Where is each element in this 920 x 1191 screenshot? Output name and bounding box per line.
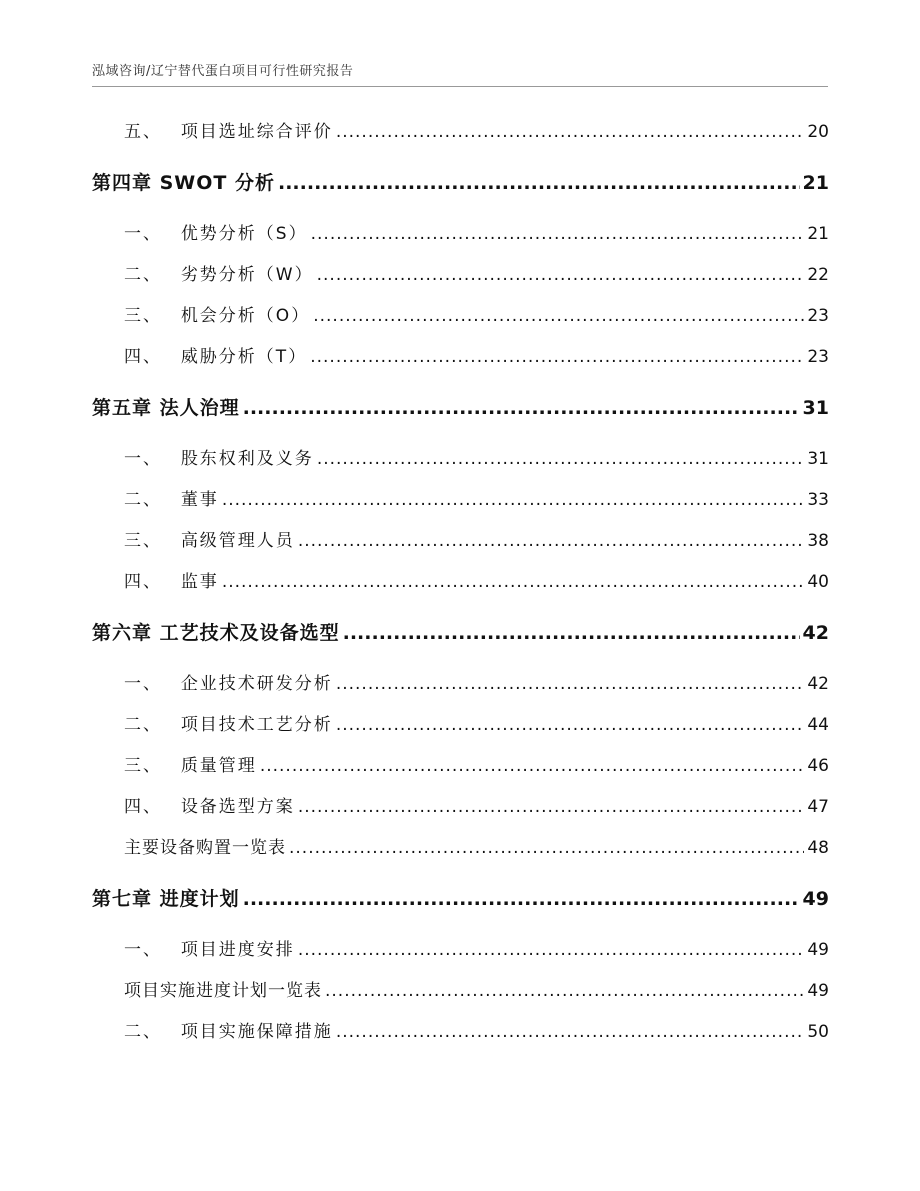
dot-leader — [298, 521, 805, 562]
dot-leader — [260, 746, 805, 787]
toc-entry-page-number: 42 — [807, 674, 829, 694]
toc-entry-number: 五、 — [124, 122, 162, 142]
toc-entry-title: 第四章 SWOT 分析 — [92, 172, 275, 194]
toc-chapter-entry[interactable] — [92, 378, 829, 439]
toc-entry-title: 项目选址综合评价 — [180, 122, 333, 142]
dot-leader — [298, 930, 805, 971]
toc-section-entry[interactable] — [92, 214, 829, 255]
toc-entry-title: 设备选型方案 — [180, 797, 295, 817]
toc-entry-title: 项目进度安排 — [180, 940, 295, 960]
toc-entry-page-number: 44 — [807, 715, 829, 735]
toc-section-entry[interactable] — [92, 746, 829, 787]
toc-section-entry[interactable] — [92, 705, 829, 746]
toc-chapter-entry[interactable] — [92, 153, 829, 214]
toc-section-entry[interactable] — [92, 521, 829, 562]
toc-entry-page-number: 33 — [807, 490, 829, 510]
toc-entry-page-number: 40 — [807, 572, 829, 592]
toc-entry-page-number: 49 — [807, 940, 829, 960]
toc-entry-number: 二、 — [124, 490, 162, 510]
toc-entry-page-number: 49 — [807, 981, 829, 1001]
toc-entry-page-number: 42 — [802, 622, 829, 644]
toc-entry-number: 一、 — [124, 449, 162, 469]
toc-entry-number: 二、 — [124, 265, 162, 285]
toc-entry-page-number: 49 — [802, 888, 829, 910]
toc-section-entry[interactable] — [92, 296, 829, 337]
toc-entry-number: 一、 — [124, 674, 162, 694]
toc-entry-page-number: 38 — [807, 531, 829, 551]
dot-leader — [336, 112, 805, 153]
toc-entry-title: 高级管理人员 — [180, 531, 295, 551]
dot-leader — [336, 705, 805, 746]
toc-entry-number: 三、 — [124, 756, 162, 776]
toc-entry-title: 第七章 进度计划 — [92, 888, 240, 910]
toc-entry-page-number: 21 — [807, 224, 829, 244]
toc-entry-number: 三、 — [124, 531, 162, 551]
dot-leader — [243, 378, 800, 439]
toc-entry-number: 二、 — [124, 1022, 162, 1042]
toc-entry-page-number: 31 — [807, 449, 829, 469]
toc-section-entry[interactable] — [92, 439, 829, 480]
toc-entry-title: 董事 — [180, 490, 219, 510]
dot-leader — [298, 787, 805, 828]
dot-leader — [325, 971, 804, 1012]
toc-entry-page-number: 48 — [807, 838, 829, 858]
toc-entry-number: 三、 — [124, 306, 162, 326]
toc-chapter-entry[interactable] — [92, 603, 829, 664]
toc-section-entry[interactable] — [92, 930, 829, 971]
toc-entry-title: 项目实施进度计划一览表 — [124, 981, 322, 1001]
toc-entry-page-number: 23 — [807, 347, 829, 367]
dot-leader — [222, 480, 805, 521]
toc-entry-number: 二、 — [124, 715, 162, 735]
toc-entry-title: 威胁分析（T） — [180, 347, 308, 367]
dot-leader — [310, 337, 804, 378]
toc-entry-page-number: 46 — [807, 756, 829, 776]
toc-entry-page-number: 21 — [802, 172, 829, 194]
toc-section-entry[interactable] — [92, 562, 829, 603]
toc-entry-title: 企业技术研发分析 — [180, 674, 333, 694]
toc-section-entry[interactable] — [92, 787, 829, 828]
running-header: 泓域咨询/辽宁替代蛋白项目可行性研究报告 — [92, 64, 354, 79]
toc-entry-title: 项目实施保障措施 — [180, 1022, 333, 1042]
toc-entry-title: 项目技术工艺分析 — [180, 715, 333, 735]
toc-entry-page-number: 23 — [807, 306, 829, 326]
dot-leader — [222, 562, 805, 603]
toc-entry-title: 质量管理 — [180, 756, 257, 776]
toc-section-entry[interactable] — [92, 255, 829, 296]
toc-entry-page-number: 31 — [802, 397, 829, 419]
toc-entry-title: 第六章 工艺技术及设备选型 — [92, 622, 340, 644]
toc-entry-page-number: 50 — [807, 1022, 829, 1042]
toc-entry-page-number: 20 — [807, 122, 829, 142]
dot-leader — [278, 153, 800, 214]
dot-leader — [243, 869, 800, 930]
toc-section-entry[interactable] — [92, 828, 829, 869]
dot-leader — [317, 439, 805, 480]
toc-entry-title: 机会分析（O） — [180, 306, 311, 326]
toc-chapter-entry[interactable] — [92, 869, 829, 930]
toc-section-entry[interactable] — [92, 1012, 829, 1053]
toc-entry-number: 四、 — [124, 347, 162, 367]
dot-leader — [336, 664, 805, 705]
table-of-contents — [92, 112, 829, 1053]
toc-entry-page-number: 47 — [807, 797, 829, 817]
dot-leader — [317, 255, 805, 296]
toc-entry-title: 劣势分析（W） — [180, 265, 314, 285]
toc-entry-title: 第五章 法人治理 — [92, 397, 240, 419]
dot-leader — [311, 214, 805, 255]
dot-leader — [336, 1012, 805, 1053]
toc-section-entry[interactable] — [92, 112, 829, 153]
toc-entry-number: 一、 — [124, 224, 162, 244]
dot-leader — [343, 603, 800, 664]
toc-entry-title: 监事 — [180, 572, 219, 592]
toc-section-entry[interactable] — [92, 480, 829, 521]
toc-entry-title: 主要设备购置一览表 — [124, 838, 286, 858]
toc-entry-number: 四、 — [124, 572, 162, 592]
dot-leader — [289, 828, 804, 869]
header-rule — [92, 86, 828, 87]
toc-section-entry[interactable] — [92, 337, 829, 378]
toc-section-entry[interactable] — [92, 971, 829, 1012]
toc-entry-title: 股东权利及义务 — [180, 449, 314, 469]
toc-section-entry[interactable] — [92, 664, 829, 705]
toc-entry-page-number: 22 — [807, 265, 829, 285]
dot-leader — [313, 296, 804, 337]
toc-entry-number: 一、 — [124, 940, 162, 960]
toc-entry-number: 四、 — [124, 797, 162, 817]
toc-entry-title: 优势分析（S） — [180, 224, 308, 244]
